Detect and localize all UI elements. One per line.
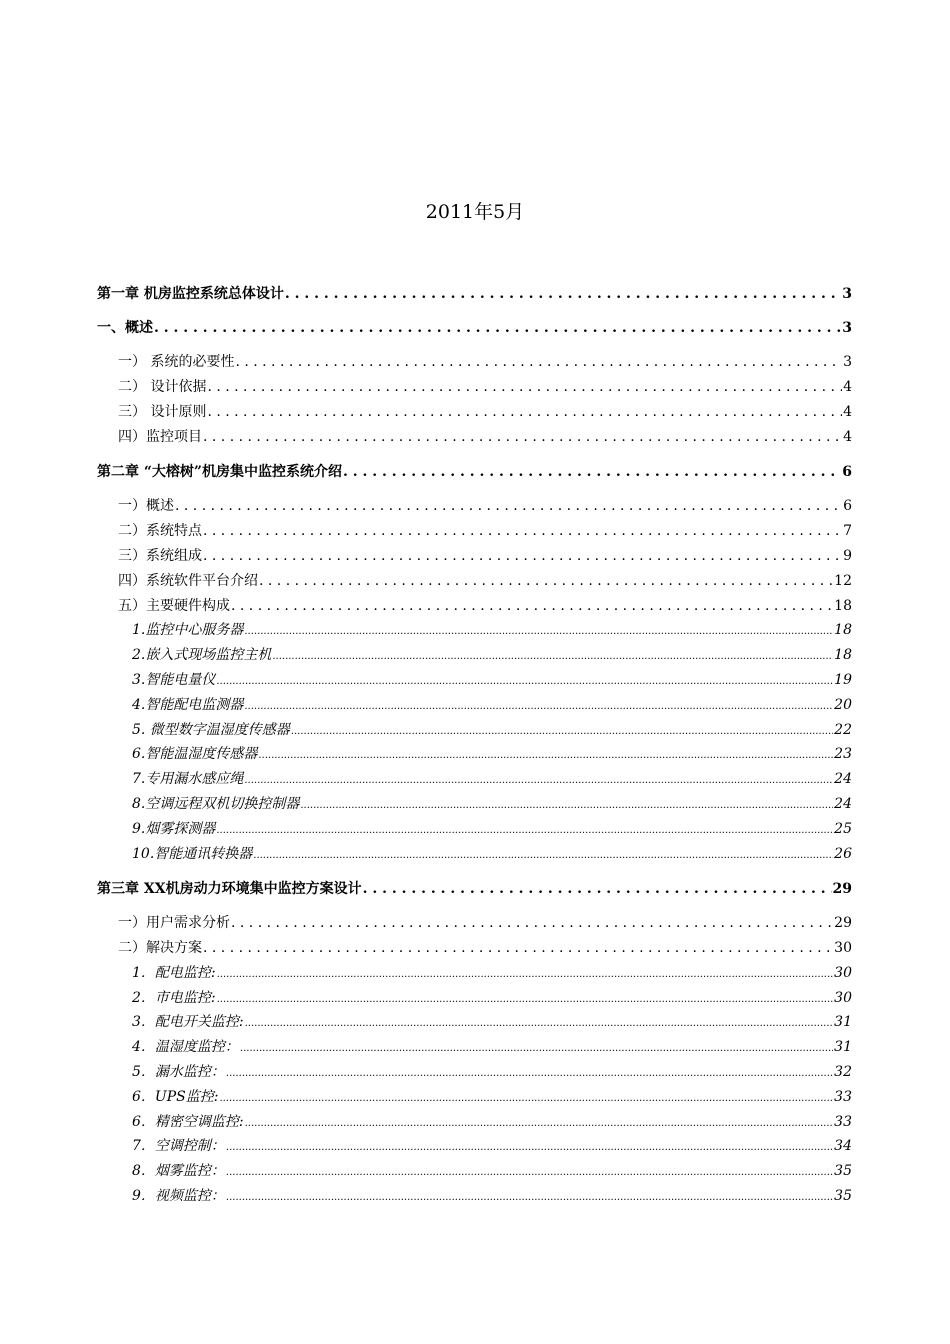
toc-entry-page: 18 xyxy=(834,622,852,638)
toc-leader xyxy=(203,523,842,539)
toc-entry-page: 3 xyxy=(842,286,852,302)
toc-entry[interactable] xyxy=(132,1135,852,1155)
toc-leader xyxy=(363,881,832,897)
toc-leader xyxy=(207,404,842,420)
toc-entry-title: 第一章 机房监控系统总体设计 xyxy=(97,286,284,302)
toc-entry-title: 9．视频监控： xyxy=(132,1188,225,1204)
toc-entry-page: 9 xyxy=(843,548,852,564)
toc-entry[interactable] xyxy=(118,426,852,446)
document-date: 2011年5月 xyxy=(425,201,525,223)
toc-entry-title: 5．漏水监控： xyxy=(132,1064,225,1080)
toc-leader xyxy=(216,821,833,837)
toc-entry[interactable] xyxy=(118,351,852,371)
toc-entry[interactable] xyxy=(97,283,852,303)
toc-entry-title: 2.嵌入式现场监控主机 xyxy=(132,647,272,663)
toc-entry-page: 33 xyxy=(834,1114,852,1130)
toc-entry-page: 30 xyxy=(834,965,852,981)
toc-leader xyxy=(175,498,842,514)
toc-leader xyxy=(226,1188,833,1204)
toc-entry-title: 一、概述 xyxy=(97,320,153,336)
toc-leader xyxy=(235,354,842,370)
toc-entry-page: 30 xyxy=(834,990,852,1006)
toc-leader xyxy=(291,722,833,738)
toc-leader xyxy=(226,1163,833,1179)
toc-leader xyxy=(272,647,833,663)
toc-entry-title: 第二章 “大榕树”机房集中监控系统介绍 xyxy=(97,464,342,480)
toc-leader xyxy=(217,965,834,981)
toc-leader xyxy=(258,746,833,762)
toc-entry[interactable] xyxy=(118,520,852,540)
toc-leader xyxy=(245,1114,834,1130)
toc-leader xyxy=(244,697,833,713)
toc-entry[interactable] xyxy=(118,570,852,590)
toc-entry[interactable] xyxy=(132,694,852,714)
toc-entry-title: 6．精密空调监控: xyxy=(132,1114,244,1130)
toc-leader xyxy=(231,598,833,614)
toc-entry-page: 30 xyxy=(834,940,852,956)
toc-leader xyxy=(285,286,841,302)
toc-entry-title: 2．市电监控: xyxy=(132,990,216,1006)
toc-leader xyxy=(245,1014,834,1030)
toc-entry-page: 33 xyxy=(834,1089,852,1105)
toc-leader xyxy=(240,1039,833,1055)
toc-leader xyxy=(343,464,841,480)
toc-entry[interactable] xyxy=(132,719,852,739)
toc-leader xyxy=(231,915,833,931)
toc-entry[interactable] xyxy=(132,987,852,1007)
toc-entry-page: 35 xyxy=(834,1188,852,1204)
toc-entry[interactable] xyxy=(97,461,852,481)
toc-leader xyxy=(226,1138,833,1154)
toc-entry-title: 一） 系统的必要性 xyxy=(118,354,235,370)
toc-entry-page: 35 xyxy=(834,1163,852,1179)
toc-leader xyxy=(203,940,833,956)
toc-entry-page: 18 xyxy=(834,647,852,663)
toc-leader xyxy=(219,1089,833,1105)
toc-entry-page: 23 xyxy=(834,746,852,762)
toc-entry-page: 29 xyxy=(832,881,852,897)
toc-entry[interactable] xyxy=(132,1185,852,1205)
toc-entry[interactable] xyxy=(132,1036,852,1056)
toc-entry-page: 20 xyxy=(834,697,852,713)
toc-entry-page: 4 xyxy=(843,429,852,445)
toc-entry-title: 5. 微型数字温湿度传感器 xyxy=(132,722,290,738)
toc-entry-title: 3．配电开关监控: xyxy=(132,1014,244,1030)
toc-entry-page: 4 xyxy=(843,379,852,395)
toc-entry-title: 四）系统软件平台介绍 xyxy=(118,573,258,589)
toc-entry-title: 二） 设计依据 xyxy=(118,379,207,395)
toc-entry-title: 8．烟雾监控： xyxy=(132,1163,225,1179)
toc-entry[interactable] xyxy=(132,843,852,863)
toc-entry[interactable] xyxy=(132,1160,852,1180)
toc-entry-title: 10.智能通讯转换器 xyxy=(132,846,253,862)
toc-entry-title: 6.智能温湿度传感器 xyxy=(132,746,258,762)
toc-entry-title: 8.空调远程双机切换控制器 xyxy=(132,796,300,812)
toc-entry-title: 五）主要硬件构成 xyxy=(118,598,230,614)
toc-entry-page: 18 xyxy=(834,598,852,614)
toc-entry-page: 22 xyxy=(834,722,852,738)
toc-entry-title: 1.监控中心服务器 xyxy=(132,622,244,638)
toc-leader xyxy=(217,990,834,1006)
toc-entry-page: 7 xyxy=(843,523,852,539)
toc-entry-page: 24 xyxy=(834,796,852,812)
toc-leader xyxy=(244,622,833,638)
toc-entry[interactable] xyxy=(132,669,852,689)
toc-leader xyxy=(226,1064,833,1080)
toc-entry-page: 6 xyxy=(842,464,852,480)
toc-entry[interactable] xyxy=(132,793,852,813)
toc-entry[interactable] xyxy=(118,495,852,515)
toc-entry[interactable] xyxy=(132,1011,852,1031)
toc-entry-title: 4．温湿度监控： xyxy=(132,1039,239,1055)
toc-entry-title: 二）解决方案 xyxy=(118,940,202,956)
toc-entry-title: 第三章 XX机房动力环境集中监控方案设计 xyxy=(97,881,362,897)
toc-leader xyxy=(203,548,842,564)
toc-entry-title: 三）系统组成 xyxy=(118,548,202,564)
toc-entry[interactable] xyxy=(132,1061,852,1081)
toc-entry[interactable] xyxy=(132,768,852,788)
toc-entry[interactable] xyxy=(132,1111,852,1131)
toc-entry-page: 4 xyxy=(843,404,852,420)
toc-entry-page: 31 xyxy=(834,1014,852,1030)
toc-entry-page: 6 xyxy=(843,498,852,514)
toc-leader xyxy=(253,846,833,862)
toc-entry[interactable] xyxy=(118,937,852,957)
toc-entry[interactable] xyxy=(132,743,852,763)
toc-entry[interactable] xyxy=(132,962,852,982)
toc-entry-title: 9.烟雾探测器 xyxy=(132,821,216,837)
toc-entry-title: 6．UPS监控: xyxy=(132,1089,219,1105)
toc-entry-page: 25 xyxy=(834,821,852,837)
toc-leader xyxy=(203,429,842,445)
toc-entry[interactable] xyxy=(118,912,852,932)
toc-entry[interactable] xyxy=(132,619,852,639)
toc-entry-page: 34 xyxy=(834,1138,852,1154)
toc-entry[interactable] xyxy=(97,317,852,337)
toc-entry-title: 7．空调控制： xyxy=(132,1138,225,1154)
toc-entry-title: 3.智能电量仪 xyxy=(132,672,216,688)
toc-entry-title: 二）系统特点 xyxy=(118,523,202,539)
toc-entry[interactable] xyxy=(132,818,852,838)
toc-entry-title: 四）监控项目 xyxy=(118,429,202,445)
toc-leader xyxy=(259,573,833,589)
toc-leader xyxy=(244,771,833,787)
toc-entry-title: 4.智能配电监测器 xyxy=(132,697,244,713)
toc-leader xyxy=(300,796,833,812)
toc-entry-page: 19 xyxy=(834,672,852,688)
toc-entry-title: 1．配电监控: xyxy=(132,965,216,981)
toc-entry-page: 3 xyxy=(842,320,852,336)
toc-entry-page: 24 xyxy=(834,771,852,787)
toc-entry-title: 一）用户需求分析 xyxy=(118,915,230,931)
toc-leader xyxy=(216,672,833,688)
toc-entry[interactable] xyxy=(118,401,852,421)
toc-entry-page: 3 xyxy=(843,354,852,370)
toc-entry-page: 12 xyxy=(834,573,852,589)
toc-entry[interactable] xyxy=(97,878,852,898)
toc-leader xyxy=(207,379,842,395)
toc-entry-page: 29 xyxy=(834,915,852,931)
toc-entry-title: 一）概述 xyxy=(118,498,174,514)
toc-entry[interactable] xyxy=(132,1086,852,1106)
toc-entry[interactable] xyxy=(118,545,852,565)
toc-entry[interactable] xyxy=(118,595,852,615)
toc-leader xyxy=(154,320,841,336)
toc-entry-page: 32 xyxy=(834,1064,852,1080)
toc-entry-page: 31 xyxy=(834,1039,852,1055)
toc-entry[interactable] xyxy=(118,376,852,396)
toc-entry-page: 26 xyxy=(834,846,852,862)
toc-entry[interactable] xyxy=(132,644,852,664)
toc-entry-title: 三） 设计原则 xyxy=(118,404,207,420)
toc-entry-title: 7.专用漏水感应绳 xyxy=(132,771,244,787)
